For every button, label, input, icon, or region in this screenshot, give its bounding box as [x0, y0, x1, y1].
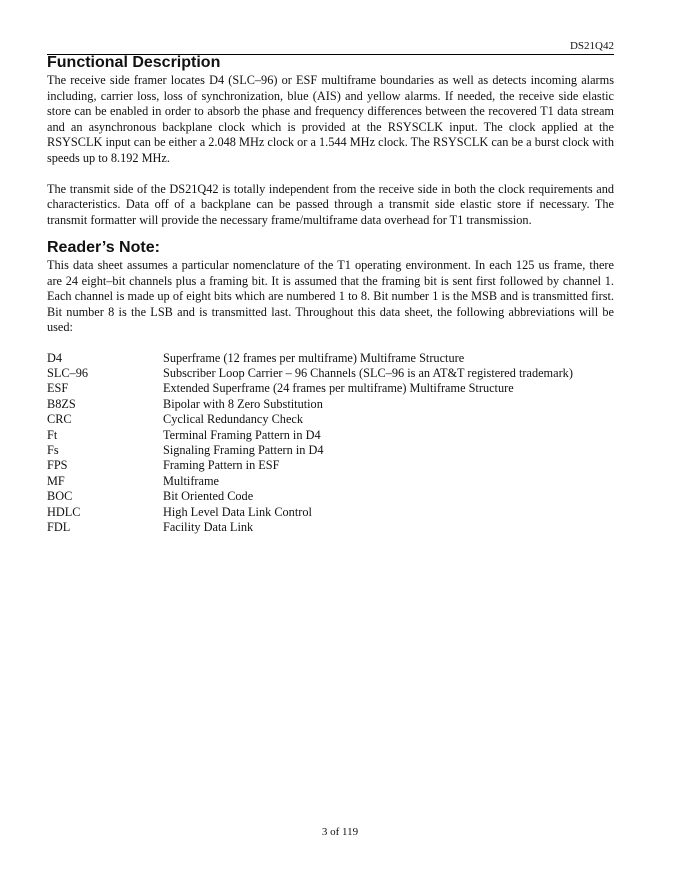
abbreviation-row — [47, 520, 614, 535]
abbreviation-term: ESF — [47, 381, 69, 396]
abbreviation-definition: Superframe (12 frames per multiframe) Multiframe Structure — [163, 350, 465, 365]
abbreviation-row — [47, 474, 614, 489]
abbreviation-term: MF — [47, 473, 65, 488]
abbreviation-row — [47, 443, 614, 458]
abbreviation-term: SLC–96 — [47, 365, 88, 380]
section-title-readers-note: Reader’s Note: — [47, 239, 160, 256]
abbreviation-row — [47, 366, 614, 381]
abbreviation-definition: High Level Data Link Control — [163, 504, 312, 519]
abbreviation-term: D4 — [47, 350, 63, 365]
abbreviation-definition: Bipolar with 8 Zero Substitution — [163, 396, 323, 411]
abbreviation-row — [47, 428, 614, 443]
abbreviation-definition: Facility Data Link — [163, 519, 254, 534]
functional-description-paragraph-2: The transmit side of the DS21Q42 is totally independent from the receive side in both the clock requirements and characteristics. Data off of a backplane can be passed through a transmit side elastic store if necessary. The transmit formatter will provide the necessary frame/multiframe data overhead for T1 transmission. — [47, 181, 614, 227]
abbreviation-row — [47, 397, 614, 412]
abbreviation-row — [47, 381, 614, 396]
section-title-functional-description: Functional Description — [47, 54, 221, 71]
abbreviation-term: HDLC — [47, 504, 81, 519]
abbreviation-definition: Subscriber Loop Carrier – 96 Channels (SLC–96 is an AT&T registered trademark) — [163, 365, 573, 380]
abbreviation-row — [47, 412, 614, 427]
abbreviation-list — [47, 351, 614, 536]
abbreviation-definition: Bit Oriented Code — [163, 489, 254, 504]
abbreviation-term: FDL — [47, 519, 71, 534]
abbreviation-definition: Extended Superframe (24 frames per multiframe) Multiframe Structure — [163, 381, 514, 396]
abbreviation-definition: Cyclical Redundancy Check — [163, 412, 304, 427]
document-id: DS21Q42 — [569, 40, 614, 52]
abbreviation-definition: Terminal Framing Pattern in D4 — [163, 427, 321, 442]
abbreviation-term: B8ZS — [47, 396, 76, 411]
abbreviation-row — [47, 505, 614, 520]
functional-description-paragraph-1: The receive side framer locates D4 (SLC–96) or ESF multiframe boundaries as well as detects incoming alarms including, carrier loss, loss of synchronization, blue (AIS) and yellow alarms. If needed, the receive side elastic store can be enabled in order to absorb the phase and frequency differences between the recovered T1 data stream and an asynchronous backplane clock which is provided at the RSYSCLK input. The clock applied at the RSYSCLK input can be either a 2.048 MHz clock or a 1.544 MHz clock. The RSYSCLK can be a burst clock with speeds up to 8.192 MHz. — [47, 73, 614, 165]
abbreviation-definition: Signaling Framing Pattern in D4 — [163, 442, 324, 457]
page-content — [47, 53, 614, 535]
abbreviation-definition: Multiframe — [163, 473, 220, 488]
readers-note-paragraph: This data sheet assumes a particular nomenclature of the T1 operating environment. In each 125 us frame, there are 24 eight–bit channels plus a framing bit. It is assumed that the framing bit is sent first followed by channel 1. Each channel is made up of eight bits which are numbered 1 to 8. Bit number 1 is the MSB and is transmitted first. Bit number 8 is the LSB and is transmitted last. Throughout this data sheet, the following abbreviations will be used: — [47, 258, 614, 334]
abbreviation-term: Ft — [47, 427, 58, 442]
page-number: 3 of 119 — [321, 826, 359, 838]
abbreviation-row — [47, 458, 614, 473]
abbreviation-term: FPS — [47, 458, 68, 473]
abbreviation-term: CRC — [47, 412, 72, 427]
abbreviation-row — [47, 489, 614, 504]
abbreviation-term: Fs — [47, 442, 59, 457]
abbreviation-definition: Framing Pattern in ESF — [163, 458, 280, 473]
abbreviation-row — [47, 351, 614, 366]
abbreviation-term: BOC — [47, 489, 73, 504]
paragraph-gap — [47, 166, 614, 182]
